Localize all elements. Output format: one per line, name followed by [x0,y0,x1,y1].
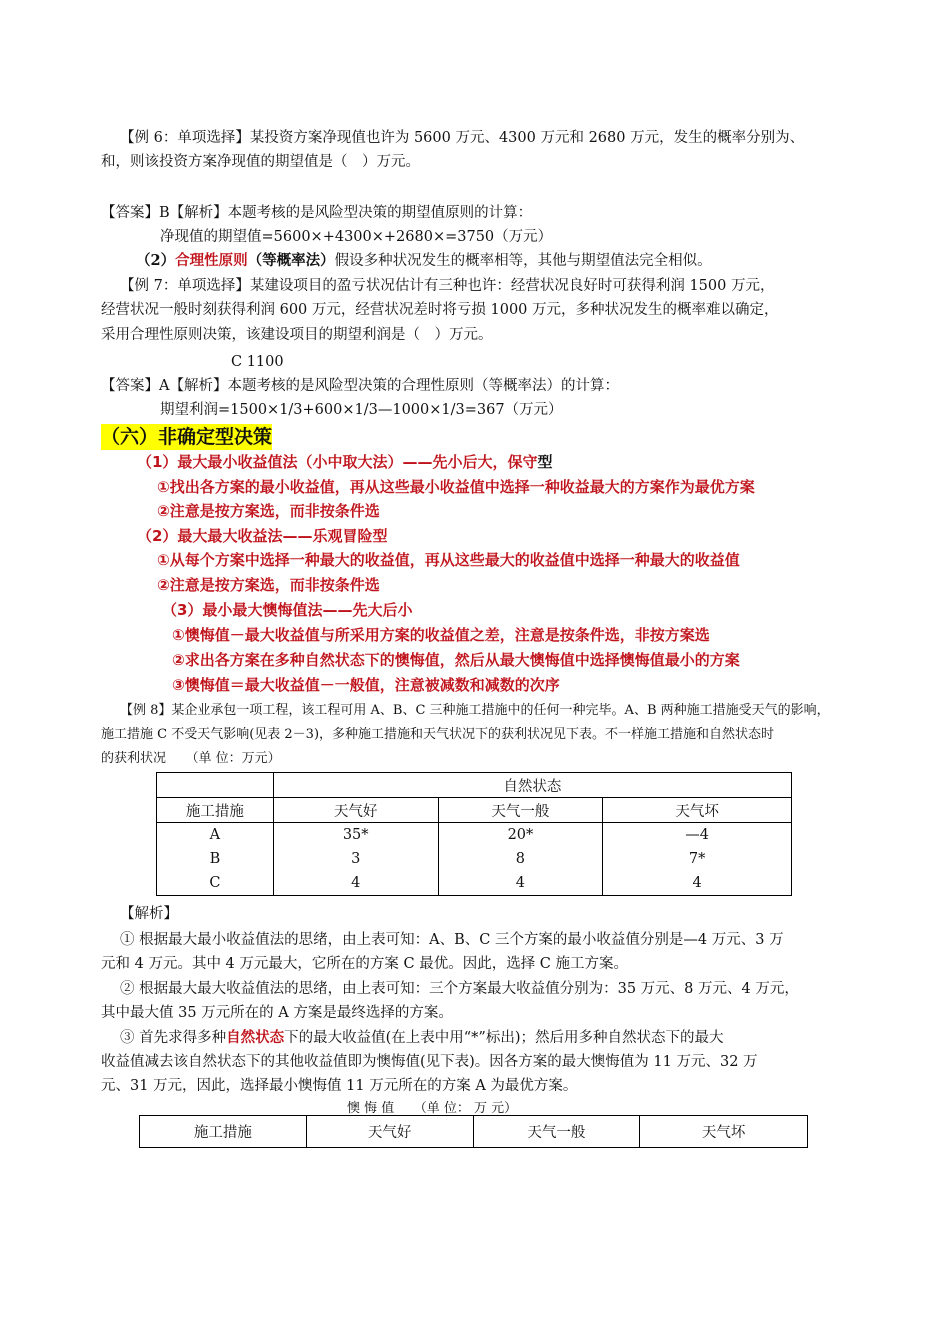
table-cell: 20* [438,823,603,848]
principle2-num: （2） [136,252,176,269]
header-cell: 天气坏 [603,798,792,823]
analysis-p3a-post: 下的最大收益值(在上表中用“*”标出)；然后用多种自然状态下的最大 [284,1030,724,1046]
principle2-name: 合理性原则 [175,252,248,269]
ex7-line2: 经营状况一般时刻获得利润 600 万元，经营状况差时将亏损 1000 万元，多种状况发生的概率难以确定， [101,302,779,318]
table-cell: A [157,823,274,848]
table-row [157,798,792,823]
header-cell: 天气好 [306,1116,473,1148]
table-cell: 4 [438,871,603,896]
method3-title: （3）最小最大懊悔值法——先大后小 [162,601,413,619]
analysis-title: 【解析】 [120,906,178,922]
method3-point2: ②求出各方案在多种自然状态下的懊悔值，然后从最大懊悔值中选择懊悔值最小的方案 [172,651,740,669]
table-row [157,823,792,848]
header-cell: 天气坏 [640,1116,808,1148]
payoff-table [156,772,792,896]
method1-point1: ①找出各方案的最小收益值，再从这些最小收益值中选择一种收益最大的方案作为最优方案 [157,478,755,496]
header-cell: 天气一般 [438,798,603,823]
table-cell: 35* [273,823,438,848]
ex7-answer: 【答案】A【解析】本题考核的是风险型决策的合理性原则（等概率法）的计算： [101,378,619,394]
regret-table-caption: 懊 悔 值 （单 位： 万 元） [347,1101,518,1116]
table-cell: —4 [603,823,792,848]
method2-point2: ②注意是按方案选，而非按条件选 [157,576,380,594]
ex6-line1: 【例 6：单项选择】某投资方案净现值也许为 5600 万元、4300 万元和 2680 万元，发生的概率分别为、 [120,130,805,146]
analysis-p3a-highlight: 自然状态 [226,1029,285,1046]
method1-point2: ②注意是按方案选，而非按条件选 [157,502,380,520]
table-cell: B [157,847,274,871]
section6-heading: （六）非确定型决策 [101,426,273,448]
group-header: 自然状态 [273,773,791,798]
regret-table [139,1115,808,1148]
header-cell: 天气一般 [473,1116,640,1148]
table-cell: 4 [273,871,438,896]
header-cell: 施工措施 [157,798,274,823]
method2-title: （2）最大最大收益法——乐观冒险型 [137,527,388,545]
ex7-line3: 采用合理性原则决策，该建设项目的期望利润是（ ）万元。 [101,327,493,343]
ex6-line2: 和，则该投资方案净现值的期望值是（ ）万元。 [101,154,420,170]
table-cell: 3 [273,847,438,871]
ex8-line3: 的获利状况 （单 位：万元） [101,751,281,766]
ex8-line2: 施工措施 C 不受天气影响(见表 2－3)，多种施工措施和天气状况下的获利状况见下表。不一样施工措施和自然状态时 [101,727,775,742]
method3-point1: ①懊悔值－最大收益值与所采用方案的收益值之差，注意是按条件选，非按方案选 [172,626,710,644]
table-corner-cell [157,773,274,798]
table-row [157,773,792,798]
principle2-line [136,251,712,271]
table-cell: 7* [603,847,792,871]
table-cell: 8 [438,847,603,871]
table-cell: C [157,871,274,896]
ex6-formula: 净现值的期望值=5600×+4300×+2680×=3750（万元） [160,229,553,245]
analysis-p3a [120,1028,724,1048]
analysis-p3c: 元、31 万元，因此，选择最小懊悔值 11 万元所在的方案 A 为最优方案。 [101,1078,578,1094]
method1-title-tail: 型 [537,453,553,471]
principle2-paren: （等概率法） [247,252,335,269]
analysis-p1a: ① 根据最大最小收益值法的思绪，由上表可知：A、B、C 三个方案的最小收益值分别是—4 万元、3 万 [120,932,784,948]
analysis-p1b: 元和 4 万元。其中 4 万元最大，它所在的方案 C 最优。因此，选择 C 施工方案。 [101,956,629,972]
method2-point1: ①从每个方案中选择一种最大的收益值，再从这些最大的收益值中选择一种最大的收益值 [157,551,740,569]
header-cell: 施工措施 [140,1116,307,1148]
analysis-p2b: 其中最大值 35 万元所在的 A 方案是最终选择的方案。 [101,1005,453,1021]
principle2-rest: 假设多种状况发生的概率相等，其他与期望值法完全相似。 [334,253,712,269]
table-row [140,1116,808,1148]
ex7-option-c: C 1100 [231,354,284,370]
ex6-answer: 【答案】B【解析】本题考核的是风险型决策的期望值原则的计算： [101,205,533,221]
table-row [157,847,792,871]
table-row [157,871,792,896]
ex7-line1: 【例 7：单项选择】某建设项目的盈亏状况估计有三种也许：经营状况良好时可获得利润 1500 万元， [120,278,775,294]
method1-title-text: （1）最大最小收益值法（小中取大法）——先小后大，保守 [137,453,538,471]
analysis-p3a-pre: ③ 首先求得多种 [120,1030,227,1046]
analysis-p3b: 收益值减去该自然状态下的其他收益值即为懊悔值(见下表)。因各方案的最大懊悔值为 11 万元、32 万 [101,1054,758,1070]
method3-point3: ③懊悔值＝最大收益值－一般值，注意被减数和减数的次序 [172,676,560,694]
ex7-formula: 期望利润=1500×1/3+600×1/3—1000×1/3=367（万元） [160,402,563,418]
analysis-p2a: ② 根据最大最大收益值法的思绪，由上表可知：三个方案最大收益值分别为：35 万元、8 万元、4 万元， [120,981,799,997]
method1-title [137,452,552,472]
table-cell: 4 [603,871,792,896]
ex8-line1: 【例 8】某企业承包一项工程，该工程可用 A、B、C 三种施工措施中的任何一种完毕。A、B 两种施工措施受天气的影响， [120,703,830,718]
header-cell: 天气好 [273,798,438,823]
